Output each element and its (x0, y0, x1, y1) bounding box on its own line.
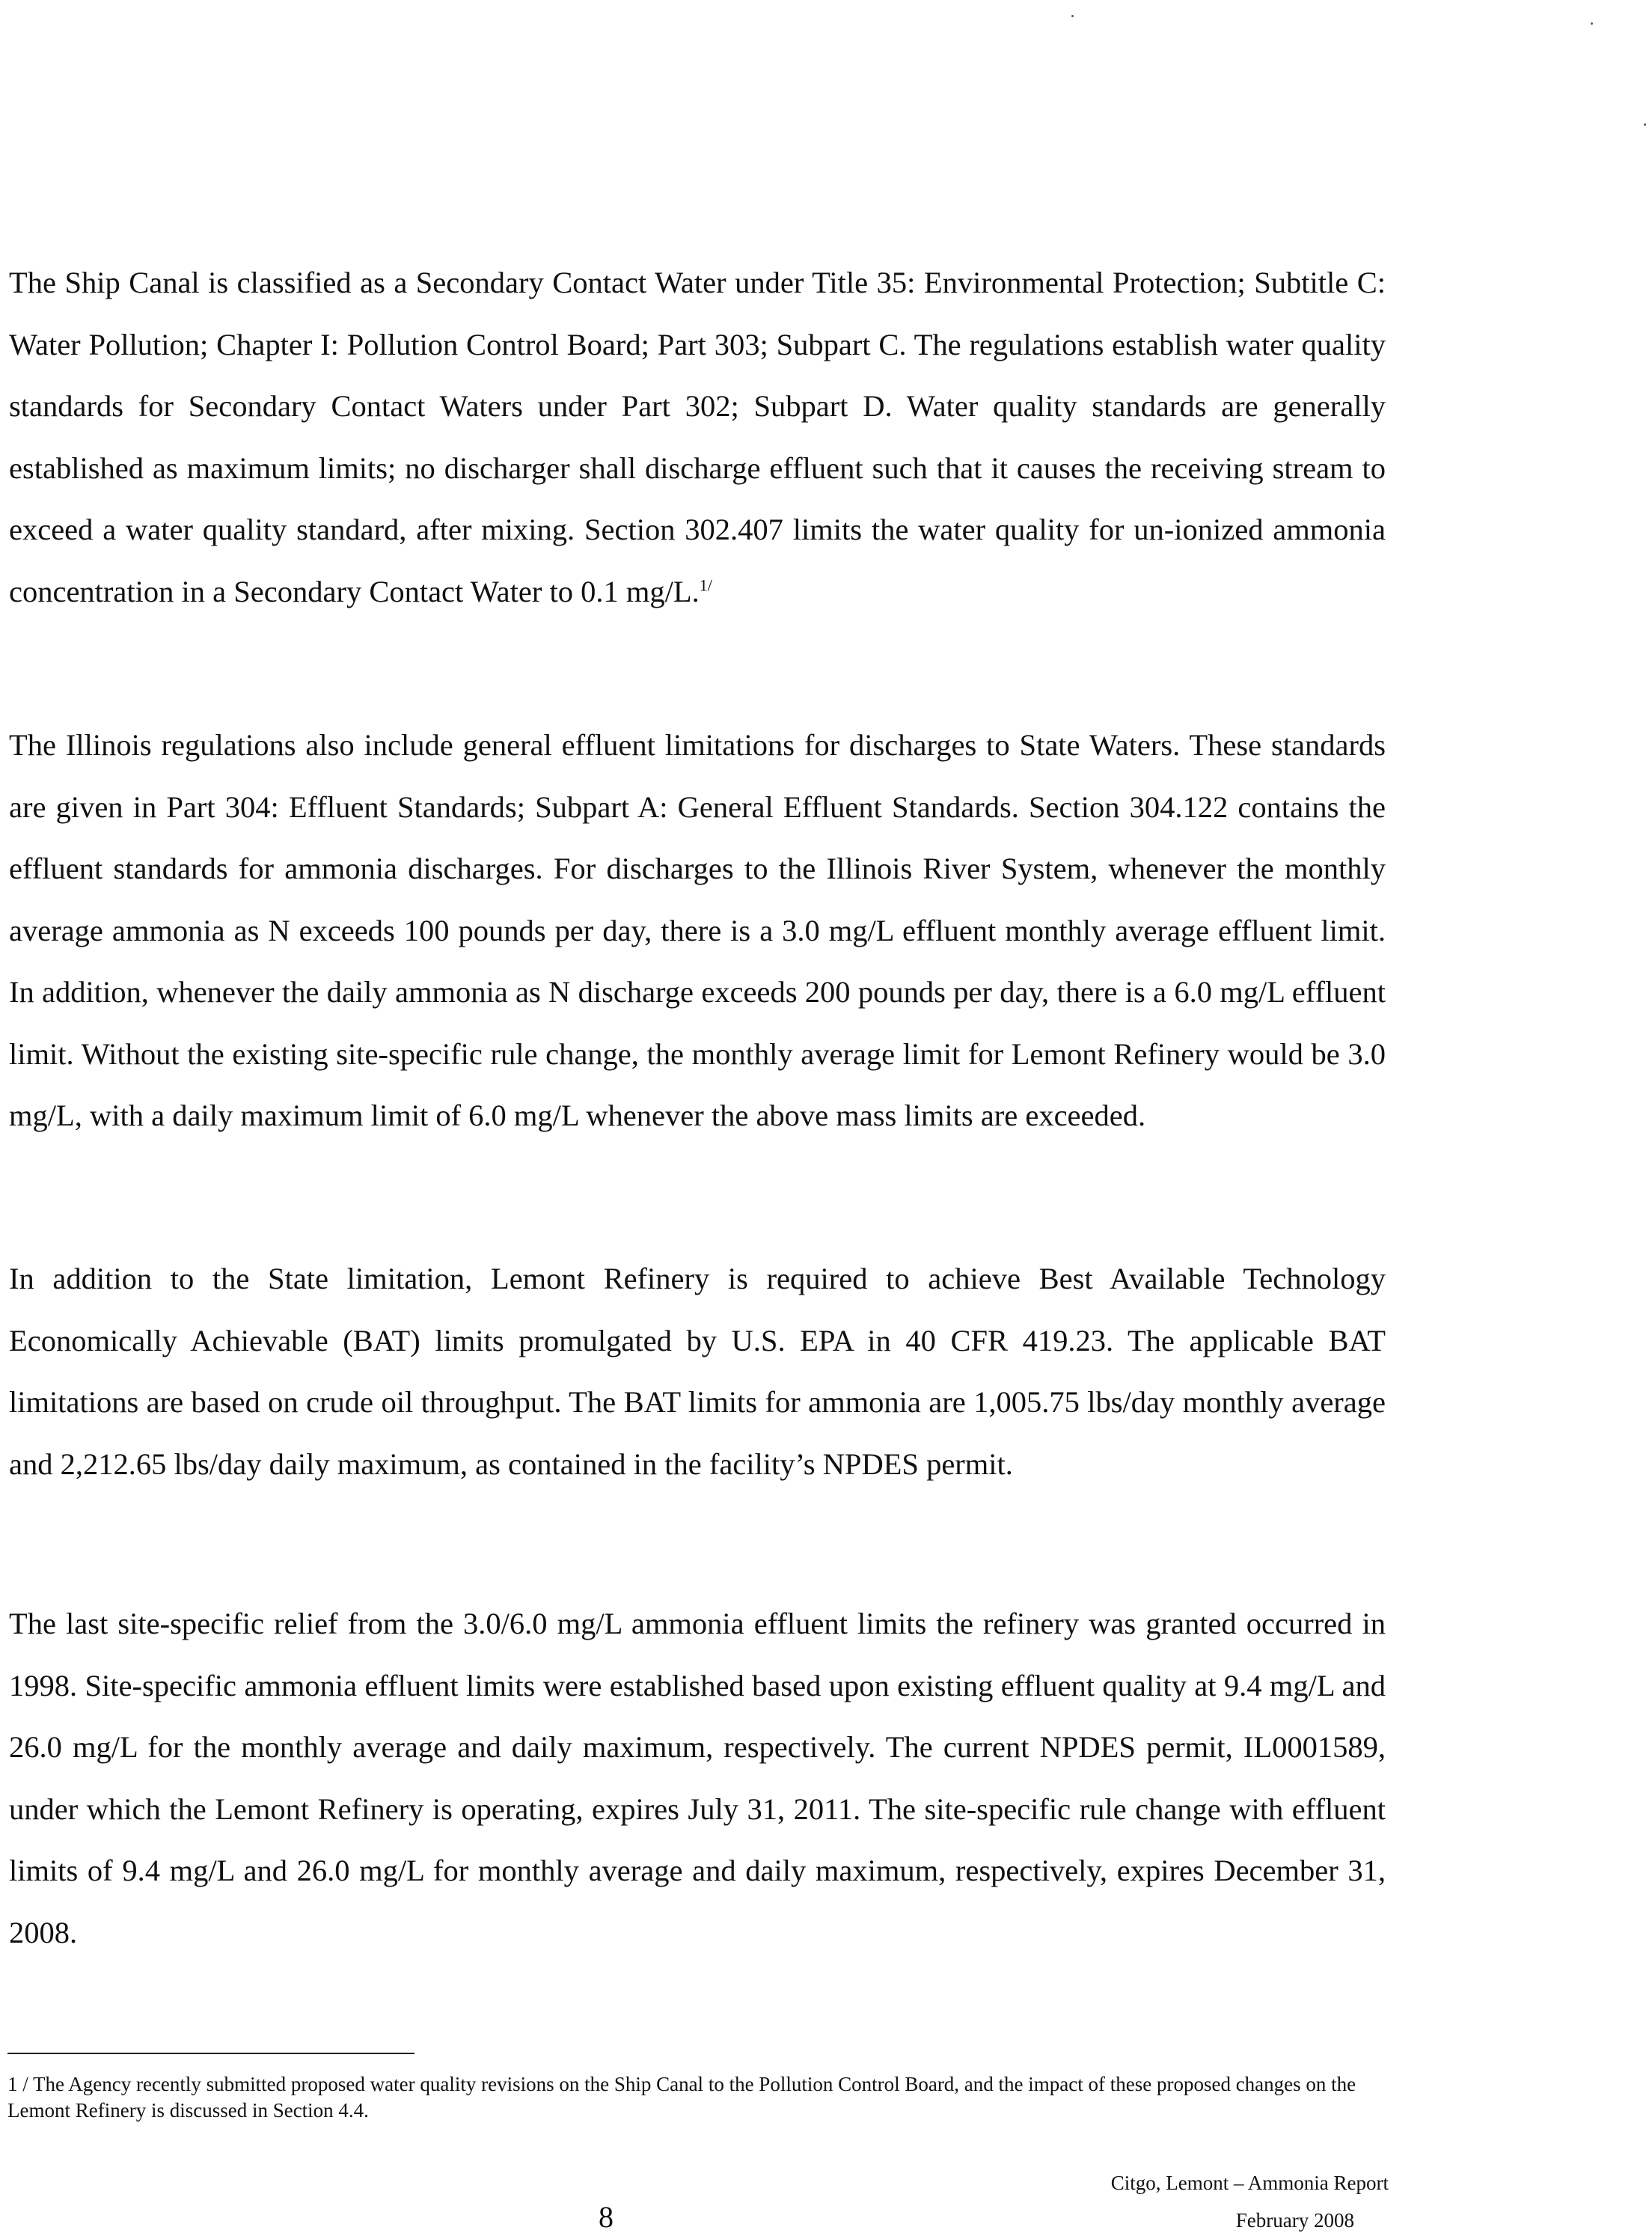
scan-speck (1071, 15, 1074, 17)
paragraph-illinois-effluent-limitations (9, 715, 1386, 1147)
scan-speck (1644, 123, 1646, 126)
paragraph-text: In addition to the State limitation, Lemont Refinery is required to achieve Best Available Technology Economically Achievable (BAT) limits promulgated by U.S. EPA in 40 CFR 419.23. The applicable BAT limitations are based on crude oil throughput. The BAT limits for ammonia are 1,005.75 lbs/day monthly average and 2,212.65 lbs/day daily maximum, as contained in the facility’s NPDES permit. (9, 1262, 1386, 1481)
footnote-divider (7, 2053, 414, 2054)
paragraph-site-specific-relief (9, 1593, 1386, 1964)
footer-report-title: Citgo, Lemont – Ammonia Report (1110, 2172, 1389, 2194)
footnote: 1 / The Agency recently submitted proposed water quality revisions on the Ship Canal to the Pollution Control Board, and the impact of these proposed changes on the Lemont Refinery is discussed in Section 4.4. (7, 2073, 1356, 2122)
paragraph-text: The Illinois regulations also include general effluent limitations for discharges to State Waters. These standards are given in Part 304: Effluent Standards; Subpart A: General Effluent Standards. Section 304.122 contains the effluent standards for ammonia discharges. For discharges to the Illinois River System, whenever the monthly average ammonia as N exceeds 100 pounds per day, there is a 3.0 mg/L effluent monthly average effluent limit. In addition, whenever the daily ammonia as N discharge exceeds 200 pounds per day, there is a 6.0 mg/L effluent limit. Without the existing site-specific rule change, the monthly average limit for Lemont Refinery would be 3.0 mg/L, with a daily maximum limit of 6.0 mg/L whenever the above mass limits are exceeded. (9, 728, 1386, 1132)
paragraph-text: The Ship Canal is classified as a Secondary Contact Water under Title 35: Environmental Protection; Subtitle C: Water Pollution; Chapter I: Pollution Control Board; Part 303; Subpart C. The regulations establish water quality standards for Secondary Contact Waters under Part 302; Subpart D. Water quality standards are generally established as maximum limits; no discharger shall discharge effluent such that it causes the receiving stream to exceed a water quality standard, after mixing. Section 302.407 limits the water quality for un-ionized ammonia concentration in a Secondary Contact Water to 0.1 mg/L. (9, 266, 1386, 608)
paragraph-bat-limits (9, 1248, 1386, 1495)
page-number: 8 (599, 2200, 614, 2234)
scan-speck (1591, 22, 1593, 25)
footnote-reference: 1/ (699, 575, 712, 594)
paragraph-ship-canal-classification (9, 252, 1386, 623)
footer-report-date: February 2008 (1235, 2209, 1354, 2232)
paragraph-text: The last site-specific relief from the 3.0/6.0 mg/L ammonia effluent limits the refinery was granted occurred in 1998. Site-specific ammonia effluent limits were established based upon existing effluent quality at 9.4 mg/L and 26.0 mg/L for the monthly average and daily maximum, respectively. The current NPDES permit, IL0001589, under which the Lemont Refinery is operating, expires July 31, 2011. The site-specific rule change with effluent limits of 9.4 mg/L and 26.0 mg/L for monthly average and daily maximum, respectively, expires December 31, 2008. (9, 1607, 1386, 1949)
